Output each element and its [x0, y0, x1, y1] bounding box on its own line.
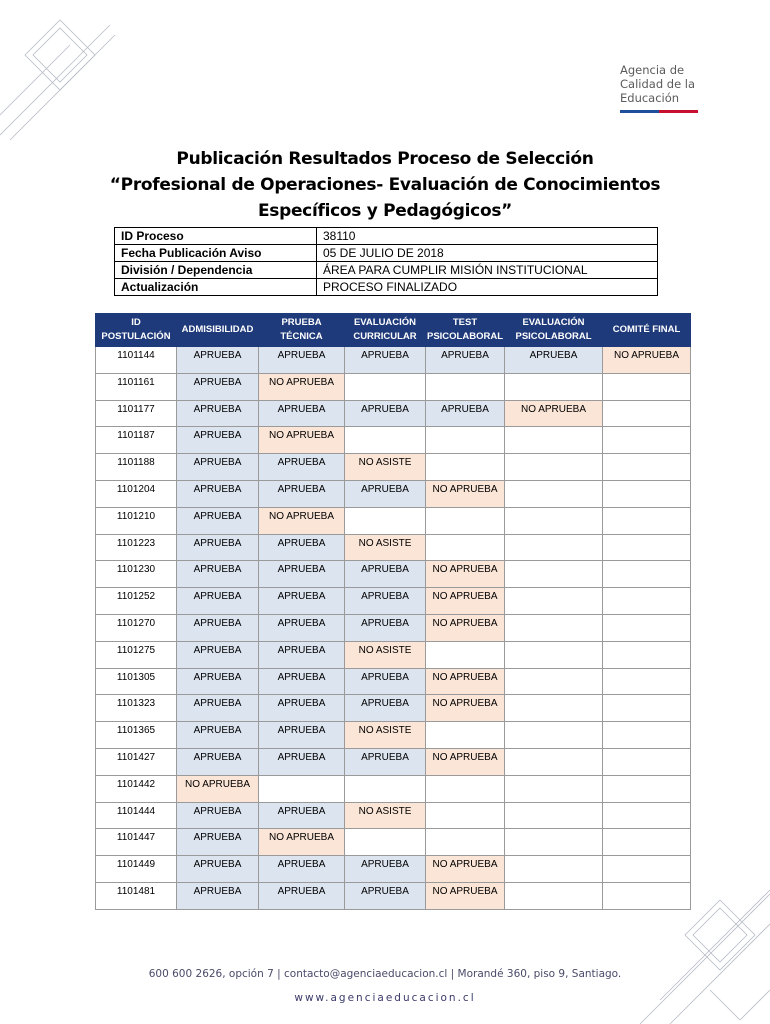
- results-table: [95, 313, 691, 910]
- result-cell: [426, 507, 505, 534]
- logo-bar-red: [659, 110, 698, 113]
- postulation-id-cell: 1101427: [96, 748, 177, 775]
- postulation-id-cell: 1101210: [96, 507, 177, 534]
- result-cell: NO ASISTE: [345, 641, 426, 668]
- result-cell: [426, 775, 505, 802]
- result-cell: APRUEBA: [345, 480, 426, 507]
- result-cell: APRUEBA: [177, 507, 259, 534]
- postulation-id-cell: 1101275: [96, 641, 177, 668]
- result-cell: NO APRUEBA: [426, 748, 505, 775]
- column-header-text: PRUEBA: [281, 317, 322, 328]
- postulation-id-cell: 1101223: [96, 534, 177, 561]
- result-cell: APRUEBA: [259, 748, 345, 775]
- postulation-id-cell: 1101305: [96, 668, 177, 695]
- column-header-text: TÉCNICA: [280, 331, 323, 342]
- result-cell: [505, 775, 603, 802]
- postulation-id-cell: 1101252: [96, 588, 177, 615]
- postulation-id-cell: 1101230: [96, 561, 177, 588]
- result-cell: [505, 614, 603, 641]
- result-cell: [603, 507, 691, 534]
- result-cell: APRUEBA: [177, 695, 259, 722]
- result-cell: [426, 722, 505, 749]
- postulation-id-cell: 1101177: [96, 400, 177, 427]
- column-header-text: EVALUACIÓN: [353, 317, 417, 328]
- result-cell: APRUEBA: [259, 614, 345, 641]
- result-cell: [426, 802, 505, 829]
- decorative-lines-top-left: [0, 0, 120, 140]
- result-cell: APRUEBA: [177, 668, 259, 695]
- table-row: [96, 373, 691, 400]
- result-cell: [505, 802, 603, 829]
- table-row: [96, 427, 691, 454]
- result-cell: APRUEBA: [345, 668, 426, 695]
- table-row: [96, 400, 691, 427]
- result-cell: APRUEBA: [345, 614, 426, 641]
- result-cell: NO ASISTE: [345, 454, 426, 481]
- result-cell: [603, 748, 691, 775]
- result-cell: NO APRUEBA: [426, 561, 505, 588]
- table-row: [96, 454, 691, 481]
- table-row: [96, 722, 691, 749]
- result-cell: APRUEBA: [177, 614, 259, 641]
- info-row: [115, 279, 658, 296]
- column-header-text: EVALUACIÓN: [522, 317, 585, 328]
- result-cell: APRUEBA: [259, 668, 345, 695]
- result-cell: APRUEBA: [177, 829, 259, 856]
- result-cell: [505, 561, 603, 588]
- result-cell: NO APRUEBA: [177, 775, 259, 802]
- info-value: 05 DE JULIO DE 2018: [317, 245, 658, 262]
- postulation-id-cell: 1101481: [96, 882, 177, 909]
- table-row: [96, 480, 691, 507]
- result-cell: APRUEBA: [177, 561, 259, 588]
- column-header: [505, 314, 603, 347]
- result-cell: [505, 856, 603, 883]
- result-cell: APRUEBA: [177, 454, 259, 481]
- info-row: [115, 245, 658, 262]
- result-cell: [426, 373, 505, 400]
- result-cell: [603, 722, 691, 749]
- result-cell: APRUEBA: [259, 856, 345, 883]
- result-cell: NO APRUEBA: [259, 373, 345, 400]
- result-cell: NO APRUEBA: [505, 400, 603, 427]
- result-cell: APRUEBA: [177, 588, 259, 615]
- table-row: [96, 614, 691, 641]
- result-cell: APRUEBA: [177, 748, 259, 775]
- postulation-id-cell: 1101449: [96, 856, 177, 883]
- table-row: [96, 695, 691, 722]
- result-cell: [426, 427, 505, 454]
- result-cell: APRUEBA: [345, 588, 426, 615]
- column-header-text: CURRICULAR: [353, 331, 417, 342]
- result-cell: [603, 534, 691, 561]
- result-cell: APRUEBA: [259, 534, 345, 561]
- column-header: [177, 314, 259, 347]
- result-cell: [505, 668, 603, 695]
- result-cell: [505, 373, 603, 400]
- result-cell: [505, 748, 603, 775]
- table-row: [96, 882, 691, 909]
- postulation-id-cell: 1101323: [96, 695, 177, 722]
- result-cell: [603, 480, 691, 507]
- result-cell: [505, 480, 603, 507]
- result-cell: [603, 882, 691, 909]
- result-cell: APRUEBA: [259, 561, 345, 588]
- result-cell: APRUEBA: [177, 802, 259, 829]
- table-row: [96, 507, 691, 534]
- result-cell: [345, 427, 426, 454]
- results-header-row: [96, 314, 691, 347]
- result-cell: [505, 427, 603, 454]
- table-row: [96, 588, 691, 615]
- result-cell: NO APRUEBA: [259, 507, 345, 534]
- postulation-id-cell: 1101365: [96, 722, 177, 749]
- result-cell: APRUEBA: [259, 347, 345, 374]
- postulation-id-cell: 1101444: [96, 802, 177, 829]
- logo-bar-blue: [620, 110, 659, 113]
- result-cell: NO APRUEBA: [603, 347, 691, 374]
- document-title: [80, 146, 690, 224]
- column-header-text: POSTULACIÓN: [101, 331, 171, 342]
- result-cell: NO APRUEBA: [426, 588, 505, 615]
- result-cell: APRUEBA: [345, 695, 426, 722]
- column-header-text: PSICOLABORAL: [515, 331, 592, 342]
- result-cell: [603, 695, 691, 722]
- result-cell: [426, 641, 505, 668]
- info-label: División / Dependencia: [115, 262, 317, 279]
- result-cell: NO ASISTE: [345, 534, 426, 561]
- result-cell: APRUEBA: [426, 400, 505, 427]
- column-header: [603, 314, 691, 347]
- result-cell: APRUEBA: [505, 347, 603, 374]
- result-cell: APRUEBA: [177, 722, 259, 749]
- column-header: [259, 314, 345, 347]
- result-cell: APRUEBA: [345, 748, 426, 775]
- postulation-id-cell: 1101204: [96, 480, 177, 507]
- result-cell: [505, 534, 603, 561]
- result-cell: [345, 829, 426, 856]
- result-cell: NO APRUEBA: [426, 856, 505, 883]
- result-cell: [603, 856, 691, 883]
- result-cell: APRUEBA: [259, 882, 345, 909]
- result-cell: APRUEBA: [177, 427, 259, 454]
- footer-website: www.agenciaeducacion.cl: [294, 992, 476, 1004]
- table-row: [96, 748, 691, 775]
- column-header-text: PSICOLABORAL: [427, 331, 503, 342]
- result-cell: APRUEBA: [345, 561, 426, 588]
- result-cell: [259, 775, 345, 802]
- table-row: [96, 775, 691, 802]
- footer-contact: 600 600 2626, opción 7 | contacto@agenciaeducacion.cl | Morandé 360, piso 9, Santiago.: [148, 968, 622, 980]
- logo-text-line2: Calidad de la: [620, 77, 696, 91]
- result-cell: APRUEBA: [177, 480, 259, 507]
- table-row: [96, 641, 691, 668]
- result-cell: APRUEBA: [345, 882, 426, 909]
- result-cell: APRUEBA: [259, 802, 345, 829]
- result-cell: [505, 454, 603, 481]
- agency-logo: [620, 63, 700, 113]
- result-cell: NO APRUEBA: [426, 480, 505, 507]
- column-header: [345, 314, 426, 347]
- logo-color-bar: [620, 110, 698, 113]
- result-cell: APRUEBA: [259, 400, 345, 427]
- postulation-id-cell: 1101144: [96, 347, 177, 374]
- result-cell: [603, 802, 691, 829]
- result-cell: [505, 695, 603, 722]
- postulation-id-cell: 1101188: [96, 454, 177, 481]
- column-header: [426, 314, 505, 347]
- result-cell: [426, 829, 505, 856]
- logo-text-line3: Educación: [620, 91, 680, 105]
- logo-text-line1: Agencia de: [620, 63, 685, 77]
- result-cell: [505, 507, 603, 534]
- info-label: ID Proceso: [115, 228, 317, 245]
- result-cell: NO APRUEBA: [426, 882, 505, 909]
- result-cell: APRUEBA: [259, 695, 345, 722]
- result-cell: [426, 534, 505, 561]
- postulation-id-cell: 1101187: [96, 427, 177, 454]
- title-line1: Publicación Resultados Proceso de Selección: [176, 149, 594, 169]
- result-cell: APRUEBA: [177, 856, 259, 883]
- result-cell: NO ASISTE: [345, 802, 426, 829]
- result-cell: [603, 775, 691, 802]
- result-cell: APRUEBA: [345, 400, 426, 427]
- result-cell: APRUEBA: [177, 534, 259, 561]
- info-value: 38110: [317, 228, 658, 245]
- result-cell: [603, 400, 691, 427]
- result-cell: APRUEBA: [177, 641, 259, 668]
- result-cell: [505, 722, 603, 749]
- result-cell: APRUEBA: [177, 373, 259, 400]
- result-cell: NO APRUEBA: [426, 614, 505, 641]
- result-cell: APRUEBA: [177, 882, 259, 909]
- column-header-text: ADMISIBILIDAD: [181, 324, 254, 335]
- table-row: [96, 668, 691, 695]
- result-cell: [345, 775, 426, 802]
- result-cell: [505, 829, 603, 856]
- postulation-id-cell: 1101447: [96, 829, 177, 856]
- result-cell: APRUEBA: [345, 856, 426, 883]
- result-cell: NO APRUEBA: [426, 695, 505, 722]
- result-cell: [505, 588, 603, 615]
- result-cell: [603, 454, 691, 481]
- result-cell: NO APRUEBA: [259, 829, 345, 856]
- result-cell: [603, 427, 691, 454]
- result-cell: APRUEBA: [177, 400, 259, 427]
- info-row: [115, 228, 658, 245]
- table-row: [96, 829, 691, 856]
- result-cell: APRUEBA: [259, 722, 345, 749]
- table-row: [96, 802, 691, 829]
- result-cell: APRUEBA: [177, 347, 259, 374]
- result-cell: NO ASISTE: [345, 722, 426, 749]
- result-cell: APRUEBA: [259, 454, 345, 481]
- result-cell: [603, 641, 691, 668]
- info-row: [115, 262, 658, 279]
- result-cell: [345, 373, 426, 400]
- result-cell: [426, 454, 505, 481]
- info-value: ÁREA PARA CUMPLIR MISIÓN INSTITUCIONAL: [317, 262, 658, 279]
- result-cell: APRUEBA: [426, 347, 505, 374]
- result-cell: [505, 882, 603, 909]
- result-cell: [603, 614, 691, 641]
- postulation-id-cell: 1101442: [96, 775, 177, 802]
- result-cell: [603, 829, 691, 856]
- table-row: [96, 561, 691, 588]
- table-row: [96, 534, 691, 561]
- table-row: [96, 856, 691, 883]
- result-cell: [603, 373, 691, 400]
- column-header: [96, 314, 177, 347]
- table-row: [96, 347, 691, 374]
- result-cell: APRUEBA: [259, 480, 345, 507]
- result-cell: [505, 641, 603, 668]
- process-info-table: [114, 227, 658, 296]
- column-header-text: ID: [131, 317, 141, 328]
- result-cell: [345, 507, 426, 534]
- result-cell: [603, 561, 691, 588]
- title-line3: Específicos y Pedagógicos”: [257, 201, 513, 221]
- column-header-text: COMITÉ FINAL: [612, 324, 681, 335]
- title-line2: “Profesional de Operaciones- Evaluación de Conocimientos: [109, 175, 661, 195]
- column-header-text: TEST: [452, 317, 478, 328]
- postulation-id-cell: 1101161: [96, 373, 177, 400]
- result-cell: NO APRUEBA: [259, 427, 345, 454]
- result-cell: APRUEBA: [259, 588, 345, 615]
- result-cell: APRUEBA: [345, 347, 426, 374]
- info-label: Actualización: [115, 279, 317, 296]
- result-cell: APRUEBA: [259, 641, 345, 668]
- result-cell: [603, 588, 691, 615]
- postulation-id-cell: 1101270: [96, 614, 177, 641]
- result-cell: NO APRUEBA: [426, 668, 505, 695]
- result-cell: [603, 668, 691, 695]
- info-value: PROCESO FINALIZADO: [317, 279, 658, 296]
- info-label: Fecha Publicación Aviso: [115, 245, 317, 262]
